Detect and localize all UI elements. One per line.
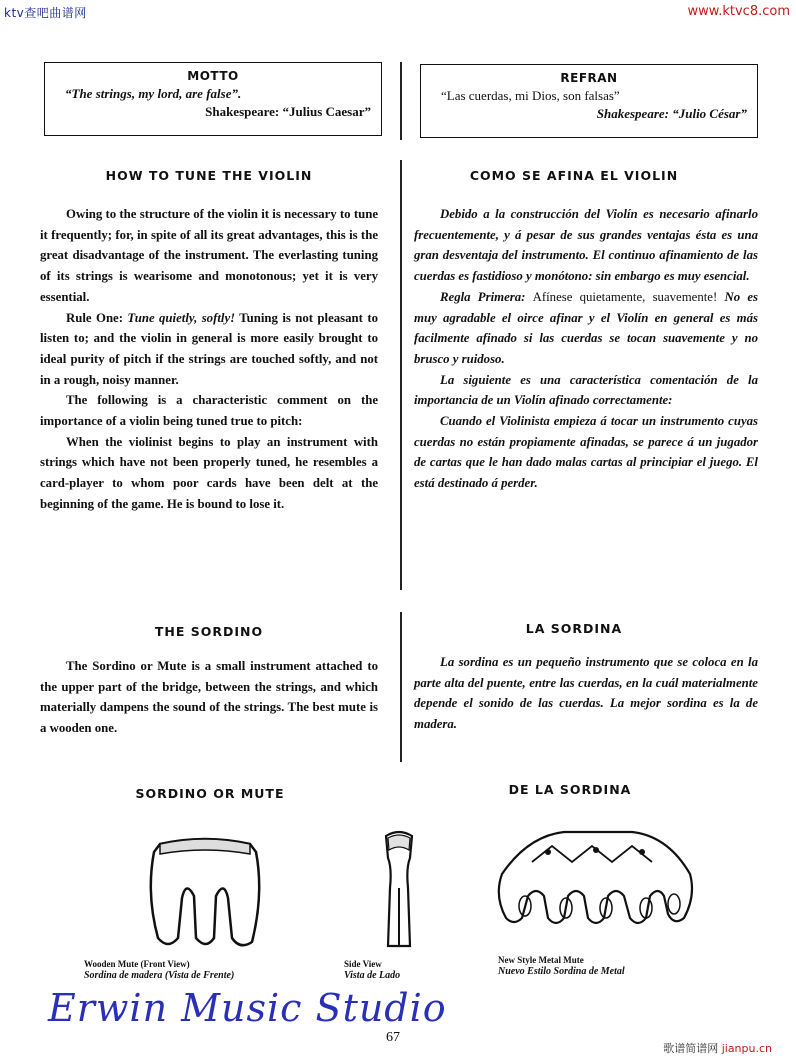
spanish-paragraph-5: La sordina es un pequeño instrumento que se coloca en la parte alta del puente, entre las cuerdas, en la cuál materialmente depende el sonido de las cuerdas. La mejor sordina es la de madera. [414, 655, 758, 732]
caption-wooden-en: Wooden Mute (Front View) [84, 959, 190, 969]
watermark-bottom-cn: 歌谱简谱网 [663, 1042, 719, 1055]
english-sordino-text [40, 656, 378, 739]
watermark-bottom-url: jianpu.cn [721, 1042, 772, 1055]
heading-the-sordino: THE SORDINO [154, 624, 264, 639]
caption-side-en: Side View [344, 959, 382, 969]
caption-wooden-mute [84, 958, 234, 982]
motto-source: Shakespeare: “Julius Caesar” [205, 104, 371, 119]
spanish-rule-upright: Afínese quietamente, suavemente! [532, 289, 718, 304]
english-rule-rest: Tuning is not pleasant to listen to; and the violin in general is more easily brought to ideal purity of pitch if the strings are touched softly, and not in a rough, noisy manner. [40, 310, 378, 387]
heading-la-sordina: LA SORDINA [525, 621, 623, 636]
caption-side-es: Vista de Lado [344, 970, 401, 981]
metal-mute-hole [639, 849, 645, 855]
english-paragraph-1: Owing to the structure of the violin it is necessary to tune it frequently; for, in spite of all its great advantages, this is the great disadvantage of the instrument. The everlasting tuning of its strings is wearisome and monotonous; yet it is very essential. [40, 207, 378, 304]
heading-de-la-sordina: DE LA SORDINA [508, 782, 632, 797]
column-divider-top [400, 62, 402, 140]
watermark-top-right: www.ktvc8.com [687, 4, 790, 19]
refran-title: REFRAN [560, 71, 618, 85]
spanish-paragraph-2 [414, 287, 758, 370]
spanish-paragraph-4: Cuando el Violinista empieza á tocar un instrumento cuyas cuerdas no están propiamente afinadas, se parece á un jugador de cartas que le han dado malas cartas al principiar el juego. El está destinado á perder. [414, 414, 758, 491]
english-rule-label: Rule One: [66, 310, 123, 325]
caption-wooden-es: Sordina de madera (Vista de Frente) [84, 970, 235, 981]
spanish-rule-label: Regla Primera: [440, 289, 526, 304]
english-paragraph-2 [40, 308, 378, 391]
english-tune-text [40, 204, 378, 515]
motto-box [44, 62, 382, 136]
caption-side-view [344, 958, 400, 982]
spanish-paragraph-1: Debido a la construcción del Violín es necesario afinarlo frecuentemente, y á pesar de sus grandes ventajas ésta es una gran desventaja del instrumento. El continuo afinamiento de las cuerdas es fastidioso y monótono: sin embargo es muy esencial. [414, 207, 758, 284]
heading-como-se-afina: COMO SE AFINA EL VIOLIN [469, 168, 679, 183]
side-view-illustration [374, 828, 424, 952]
metal-mute-hole [593, 847, 599, 853]
spanish-rule-rest: No es muy agradable el oirce afinar y el Violín en general es más facilmente afinado si las cuerdas se tocan suavemente y no brusco y ruidoso. [414, 289, 758, 366]
refran-box [420, 64, 758, 138]
heading-how-to-tune: HOW TO TUNE THE VIOLIN [105, 168, 313, 183]
metal-mute-hole [545, 849, 551, 855]
refran-quote: “Las cuerdas, mi Dios, son falsas” [441, 88, 620, 103]
spanish-sordina-text [414, 652, 758, 735]
watermark-bottom-right [663, 1040, 772, 1056]
spanish-tune-text [414, 204, 758, 494]
english-rule-italic: Tune quietly, softly! [127, 310, 236, 325]
wooden-mute-illustration [140, 834, 270, 952]
studio-signature: Erwin Music Studio [48, 986, 447, 1030]
motto-title: MOTTO [187, 69, 239, 83]
caption-metal-en: New Style Metal Mute [498, 955, 584, 965]
caption-metal-es: Nuevo Estilo Sordina de Metal [498, 966, 625, 977]
column-divider-main [400, 160, 402, 590]
english-paragraph-5: The Sordino or Mute is a small instrument attached to the upper part of the bridge, between the strings, and which materially dampens the sound of the strings. The best mute is a wooden one. [40, 659, 378, 736]
watermark-top-left: ktv查吧曲谱网 [4, 6, 87, 20]
caption-metal-mute [498, 954, 625, 978]
motto-quote: “The strings, my lord, are false”. [65, 86, 242, 101]
spanish-paragraph-3: La siguiente es una característica comentación de la importancia de un Violín afinado correctamente: [414, 372, 758, 408]
english-paragraph-4: When the violinist begins to play an instrument with strings which have not been properly tuned, he resembles a card-player to whom poor cards have been delt at the beginning of the game. He is bound to lose it. [40, 434, 378, 511]
page-number: 67 [386, 1030, 400, 1045]
refran-source: Shakespeare: “Julio César” [596, 106, 747, 121]
heading-sordino-or-mute: SORDINO OR MUTE [135, 786, 285, 801]
metal-mute-illustration [492, 826, 698, 930]
english-paragraph-3: The following is a characteristic comment on the importance of a violin being tuned true to pitch: [40, 393, 378, 429]
column-divider-sordino [400, 612, 402, 762]
